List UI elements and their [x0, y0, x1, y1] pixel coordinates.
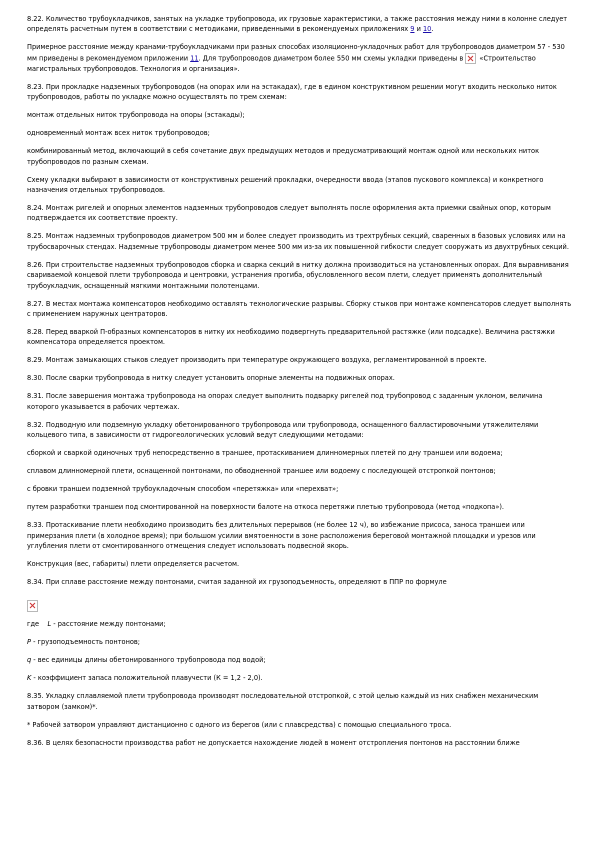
paragraph-8-36: 8.36. В целях безопасности производства работ не допускается нахождение людей в момент отстропления понтонов на расстоянии ближе	[27, 738, 520, 747]
list-item-edge-method: с бровки траншеи подземной трубоукладочным способом «перетяжка» или «перехват»;	[27, 485, 339, 494]
paragraph-8-26: 8.26. При строительстве надземных трубопроводов сборка и сварка секций в нитку должна производиться на установленных опорах. Для выравнивания свариваемой концевой плети трубопровода и центровки, устранения прогиба, обусловленного весом плети, следует применять дополнительный трубоукладчик, оснащенный мягкими монтажными полотенцами.	[27, 260, 569, 290]
paragraph-8-32: 8.32. Подводную или подземную укладку обетонированного трубопровода или трубопровода, оснащенного балластировочными утяжелителями кольцевого типа, в зависимости от гидрогеологических условий ведут следующими методами:	[27, 420, 539, 440]
paragraph-8-31: 8.31. После завершения монтажа трубопровода на опорах следует выполнить подварку ригелей под трубопровод с заданным уклоном, величина которого указывается в рабочих чертежах.	[27, 392, 543, 411]
appendix-10-link[interactable]: 10	[422, 25, 432, 34]
paragraph-8-27: 8.27. В местах монтажа компенсаторов необходимо оставлять технологические разрывы. Сборку стыков при монтаже компенсаторов следует выполнять с применением наружных центраторов.	[27, 299, 572, 319]
paragraph-8-25: 8.25. Монтаж надземных трубопроводов диаметром 500 мм и более следует производить из трехтрубных секций, сваренных в базовых условиях или на трубосварочных стендах. Надземные трубопроводы диаметром менее 500 мм из-за их повышенной гибкости следует сооружать из двухтрубных секций.	[27, 232, 569, 251]
definition-k: K - коэффициент запаса положительной плавучести (К = 1,2 - 2,0).	[27, 674, 263, 683]
paragraph-8-29: 8.29. Монтаж замыкающих стыков следует производить при температуре окружающего воздуха, регламентированной в проекте.	[27, 356, 487, 365]
paragraph-8-28: 8.28. Перед вваркой П-образных компенсаторов в нитку их необходимо подвергнуть предварительной растяжке (или подсадке). Величина растяжки компенсатора определяется проектом.	[27, 328, 555, 347]
paragraph-scheme-choice: Схему укладки выбирают в зависимости от конструктивных решений прокладки, очередности ввода (этапов пускового комплекса) и конкретного назначения отдельных трубопроводов.	[27, 175, 544, 195]
definition-l: где L - расстояние между понтонами;	[27, 620, 166, 629]
paragraph-8-30: 8.30. После сварки трубопровода в нитку следует установить опорные элементы на подвижных опорах.	[27, 374, 395, 383]
appendix-11-link[interactable]: 11	[190, 54, 199, 63]
paragraph-8-33: 8.33. Протаскивание плети необходимо производить без длительных перерывов (не более 12 ч), во избежание присоса, заноса траншеи или примерзания плети (в холодное время); при большом усилии вмятоенности в зоне расположения береговой монтажной площадки и урезов или углубления плети от смонтированного отмещения следует использовать подвесной якорь.	[27, 521, 536, 551]
list-item-float-method: сплавом длинномерной плети, оснащенной понтонами, по обводненной траншее или водоему с последующей отстропкой понтонов;	[27, 467, 496, 476]
definition-q: q - вес единицы длины обетонированного трубопровода под водой;	[27, 656, 266, 665]
broken-image-icon	[465, 53, 476, 64]
definition-p: P - грузоподъемность понтонов;	[27, 638, 141, 647]
paragraph-spacing-note: Примерное расстояние между кранами-трубоукладчиками при разных способах изоляционно-укладочных работ для трубопроводов диаметром 57 - 530 мм приведены в рекомендуемом приложении 11. Для трубопроводов диаметром более 550 мм схемы укладки приведены в «Строительство магистральных трубопроводов. Технология и организация».	[27, 43, 565, 73]
list-item-combined-method: комбинированный метод, включающий в себя сочетание двух предыдущих методов и предусматривающий монтаж одной или нескольких ниток трубопроводов по разным схемам.	[27, 147, 540, 166]
paragraph-8-22: 8.22. Количество трубоукладчиков, занятых на укладке трубопровода, их грузовые характеристики, а также расстояния между ними в колонне следует определять расчетным путем в соответствии с методиками, приведенными в рекомендуемых приложениях 9 и 10.	[27, 15, 568, 34]
footnote-lock: * Рабочей затвором управляют дистанционно с одного из берегов (или с плавсредства) с помощью специального троса.	[27, 720, 452, 729]
list-item-simultaneous-mounting: одновременный монтаж всех ниток трубопроводов;	[27, 129, 210, 138]
list-item-separate-mounting: монтаж отдельных ниток трубопровода на опоры (эстакады);	[27, 111, 245, 120]
document-page	[27, 14, 572, 756]
paragraph-8-34: 8.34. При сплаве расстояние между понтонами, считая заданной их грузоподъемность, определяют в ППР по формуле	[27, 578, 447, 587]
paragraph-8-23: 8.23. При прокладке надземных трубопроводов (на опорах или на эстакадах), где в едином конструктивном решении могут входить несколько ниток трубопроводов, работы по укладке можно осуществлять по трем схемам:	[27, 82, 557, 102]
paragraph-8-24: 8.24. Монтаж ригелей и опорных элементов надземных трубопроводов следует выполнять после оформления акта приемки свайных опор, которым подтверждается их соответствие проекту.	[27, 204, 551, 223]
appendix-9-link[interactable]: 9	[410, 25, 415, 34]
paragraph-8-35: 8.35. Укладку сплавляемой плети трубопровода производят последовательной отстропкой, с этой целью каждый из них снабжен механическим затвором (замком)*.	[27, 692, 539, 711]
paragraph-construction: Конструкция (вес, габариты) плети определяется расчетом.	[27, 560, 240, 569]
broken-image-icon	[27, 600, 38, 612]
list-item-trench-assembly: сборкой и сваркой одиночных труб непосредственно в траншее, протаскиванием длинномерных плетей по дну траншеи или водоема;	[27, 449, 503, 458]
list-item-undercut-method: путем разработки траншеи под смонтированной на поверхности балоте на откоса перетяжи плетью трубопровода (метод «подкопа»).	[27, 503, 505, 512]
formula-image	[27, 595, 572, 609]
